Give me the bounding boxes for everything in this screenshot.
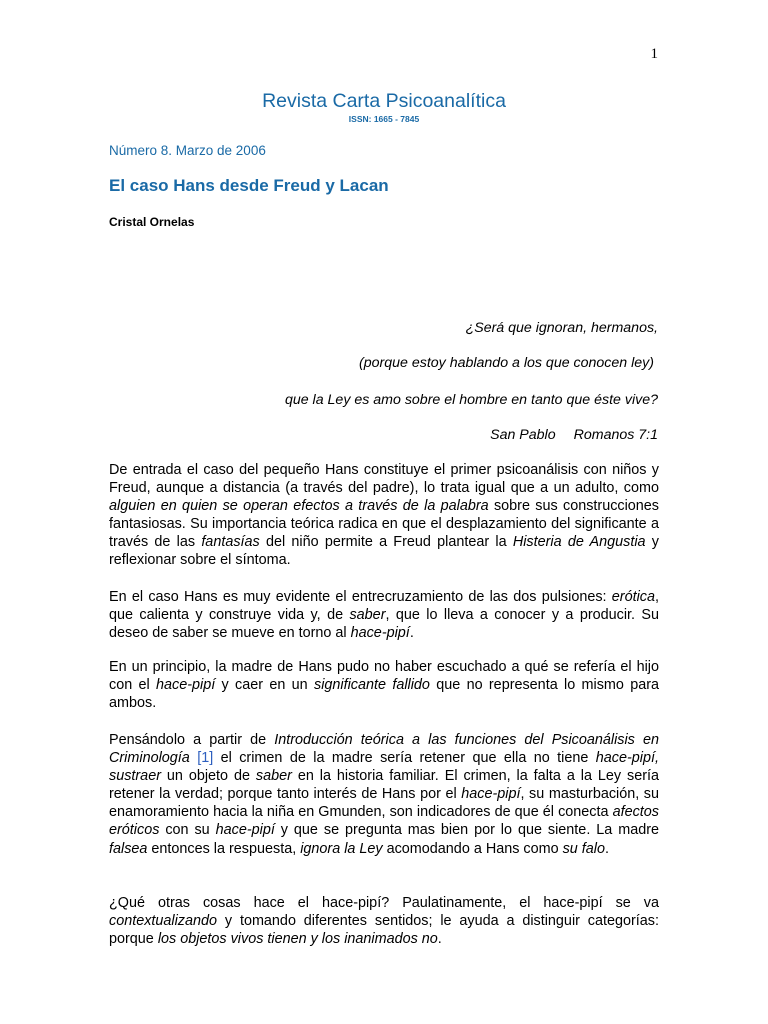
p5-italic-2: los objetos vivos tienen y los inanimados no <box>157 931 438 948</box>
epigraph-line-3: que la Ley es amo sobre el hombre en tanto que éste vive? <box>284 392 658 408</box>
p4-italic-3: saber <box>255 768 292 785</box>
paragraph-3 <box>109 658 659 712</box>
p4-text-10: acomodando a Hans como <box>382 840 563 857</box>
p3-text-2: y caer en un <box>215 677 315 694</box>
p2-text-3: , que lo lleva a conocer y a producir. Su deseo de saber se mueve en torno al <box>109 607 660 642</box>
journal-title: Revista Carta Psicoanalítica <box>262 90 506 112</box>
p2-text-2: , que calienta y construye vida y, de <box>109 589 659 624</box>
p4-text-11: . <box>605 840 610 857</box>
p5-text-3: . <box>437 931 442 948</box>
paragraph-5 <box>109 894 659 948</box>
p4-italic-9: su falo <box>562 840 606 857</box>
paragraph-2 <box>109 588 659 642</box>
p5-text-1: ¿Qué otras cosas hace el hace-pipí? Paulatinamente, el hace-pipí se va <box>109 895 659 911</box>
p2-text-4: . <box>409 625 414 642</box>
p1-text-4: y reflexionar sobre el síntoma. <box>109 534 659 569</box>
paragraph-4 <box>109 731 659 858</box>
p4-text-7: con su <box>159 822 216 839</box>
p5-italic-1: contextualizando <box>109 913 218 930</box>
p4-text-1: Pensándolo a partir de <box>109 732 275 748</box>
issue-line: Número 8. Marzo de 2006 <box>109 143 266 158</box>
p4-italic-6: hace-pipí <box>215 822 275 839</box>
p1-text-1: De entrada el caso del pequeño Hans constituye el primer psicoanálisis con niños y Freud, aunque a distancia (a través del padre), lo trata igual que a un adulto, como <box>109 462 659 497</box>
p1-text-2: sobre sus construcciones fantasiosas. Su importancia teórica radica en que el desplazamiento del significante a través de las <box>109 498 659 551</box>
p2-italic-3: hace-pipí <box>350 625 410 642</box>
epigraph-source-author: San Pablo <box>490 427 556 443</box>
p1-italic-2: fantasías <box>201 534 260 551</box>
p4-italic-1: Introducción teórica a las funciones del Psicoanálisis en Criminología <box>109 732 659 767</box>
paragraph-1 <box>109 461 659 570</box>
epigraph-source <box>490 427 658 443</box>
p4-text-5: en la historia familiar. El crimen, la falta a la Ley sería retener la verdad; porque tanto interés de Hans por el <box>109 768 659 803</box>
p1-text-3: del niño permite a Freud plantear la <box>259 534 513 551</box>
page-number: 1 <box>650 46 658 62</box>
p3-italic-1: hace-pipí <box>156 677 216 694</box>
p2-text-1: En el caso Hans es muy evidente el entrecruzamiento de las dos pulsiones: <box>109 589 612 605</box>
p2-italic-2: saber <box>349 607 386 624</box>
p4-italic-7: falsea <box>109 840 148 857</box>
epigraph-source-ref: Romanos 7:1 <box>573 427 658 443</box>
p4-italic-4: hace-pipí <box>461 786 521 803</box>
p4-italic-8: ignora la Ley <box>300 840 383 857</box>
p4-italic-5: afectos eróticos <box>109 804 659 839</box>
p1-italic-3: Histeria de Angustia <box>512 534 646 551</box>
p4-italic-2: hace-pipí, sustraer <box>109 750 659 785</box>
epigraph-line-2: (porque estoy hablando a los que conocen ley) <box>359 355 654 371</box>
p3-text-1: En un principio, la madre de Hans pudo no haber escuchado a qué se refería el hijo con el <box>109 659 659 694</box>
p4-text-9: entonces la respuesta, <box>147 840 301 857</box>
p4-text-6: , su masturbación, su enamoramiento hacia la niña en Gmunden, son indicadores de que él conecta <box>109 786 660 821</box>
article-title: El caso Hans desde Freud y Lacan <box>109 176 389 195</box>
p4-text-4: un objeto de <box>160 768 256 785</box>
p4-text-8: y que se pregunta mas bien por lo que siente. La madre <box>274 822 659 839</box>
p3-text-3: que no representa lo mismo para ambos. <box>109 677 660 712</box>
epigraph-line-1: ¿Será que ignoran, hermanos, <box>465 320 658 336</box>
p3-italic-2: significante fallido <box>314 677 430 694</box>
footnote-link[interactable]: [1] <box>197 750 214 767</box>
issn-line: ISSN: 1665 - 7845 <box>348 114 420 124</box>
p2-italic-1: erótica <box>611 589 655 605</box>
p1-italic-1: alguien en quien se operan efectos a través de la palabra <box>109 498 489 515</box>
p4-text-3: el crimen de la madre sería retener que ella no tiene <box>213 750 596 767</box>
p5-text-2: y tomando diferentes sentidos; le ayuda a distinguir categorías: porque <box>109 913 659 948</box>
article-author: Cristal Ornelas <box>109 215 195 229</box>
